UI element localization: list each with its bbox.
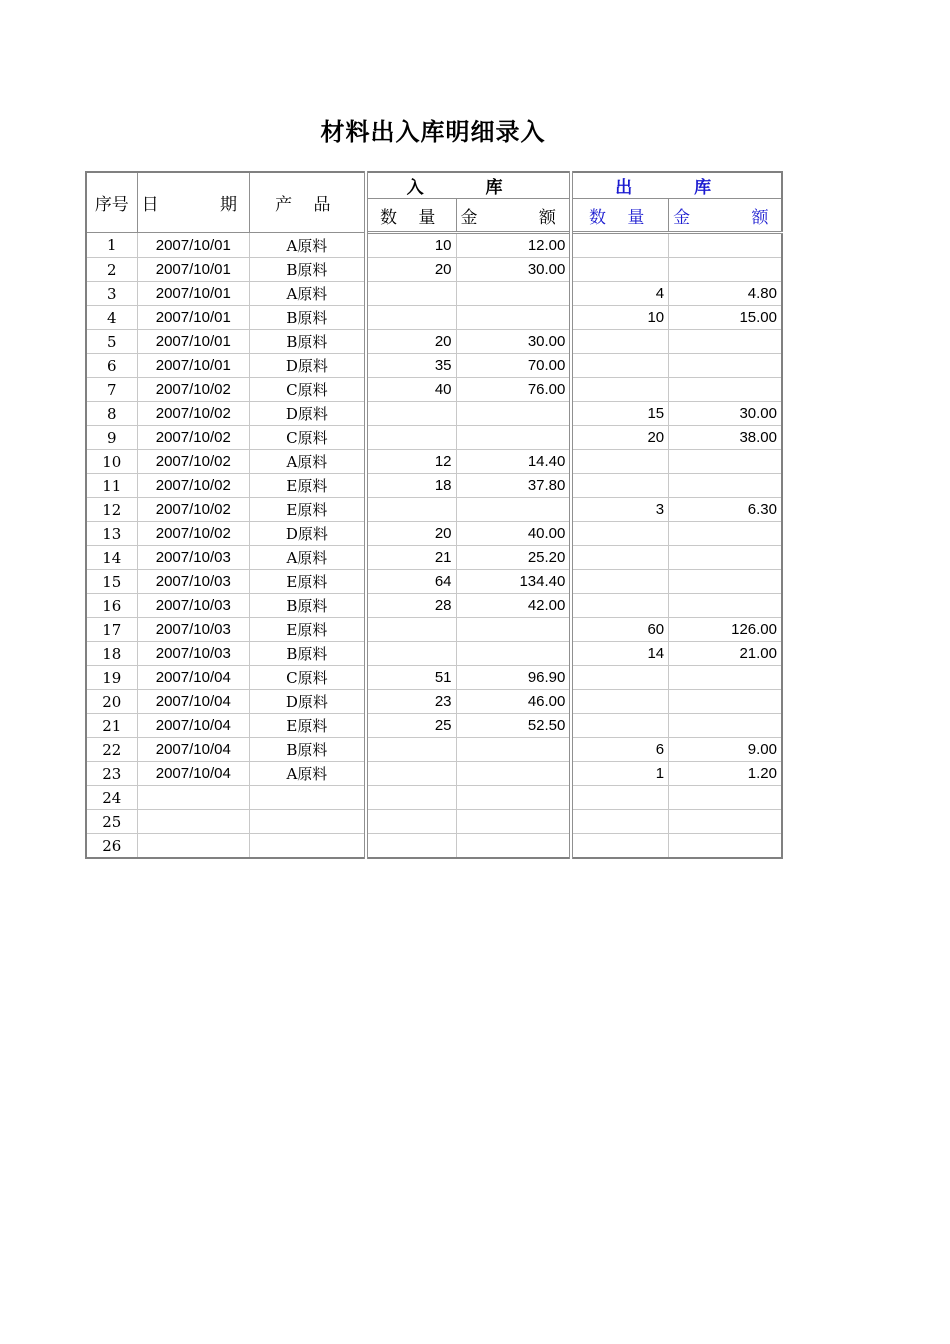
table-row bbox=[86, 762, 782, 786]
table-row bbox=[86, 258, 782, 282]
header-out-amount: 金 额 bbox=[669, 199, 782, 233]
header-group-in: 入 库 bbox=[366, 172, 572, 199]
cell-out-qty[interactable] bbox=[571, 570, 668, 594]
cell-seq[interactable]: 19 bbox=[86, 666, 137, 690]
cell-out-qty[interactable]: 60 bbox=[571, 618, 668, 642]
cell-in-qty[interactable]: 51 bbox=[366, 666, 456, 690]
cell-date[interactable]: 2007/10/02 bbox=[137, 498, 249, 522]
cell-out-qty[interactable]: 20 bbox=[571, 426, 668, 450]
cell-out-qty[interactable] bbox=[571, 666, 668, 690]
cell-in-amount[interactable]: 134.40 bbox=[456, 570, 571, 594]
table-row bbox=[86, 642, 782, 666]
cell-product[interactable]: E原料 bbox=[249, 570, 365, 594]
cell-out-amount[interactable] bbox=[669, 546, 782, 570]
cell-out-amount[interactable] bbox=[669, 258, 782, 282]
cell-in-qty[interactable] bbox=[366, 402, 456, 426]
cell-in-qty[interactable]: 25 bbox=[366, 714, 456, 738]
cell-out-qty[interactable] bbox=[571, 474, 668, 498]
cell-product[interactable]: A原料 bbox=[249, 450, 365, 474]
cell-out-qty[interactable] bbox=[571, 233, 668, 258]
cell-out-amount[interactable] bbox=[669, 450, 782, 474]
table-row bbox=[86, 233, 782, 258]
header-in-qty: 数 量 bbox=[366, 199, 456, 233]
cell-in-qty[interactable] bbox=[366, 306, 456, 330]
cell-out-qty[interactable] bbox=[571, 330, 668, 354]
cell-product[interactable]: D原料 bbox=[249, 354, 365, 378]
cell-out-amount[interactable]: 126.00 bbox=[669, 618, 782, 642]
ledger-body bbox=[86, 233, 782, 859]
table-row bbox=[86, 834, 782, 859]
table-row bbox=[86, 354, 782, 378]
cell-date[interactable]: 2007/10/04 bbox=[137, 666, 249, 690]
header-out-qty: 数 量 bbox=[571, 199, 668, 233]
cell-in-amount[interactable]: 52.50 bbox=[456, 714, 571, 738]
cell-in-qty[interactable]: 64 bbox=[366, 570, 456, 594]
cell-out-amount[interactable] bbox=[669, 354, 782, 378]
table-row bbox=[86, 690, 782, 714]
cell-date[interactable]: 2007/10/02 bbox=[137, 426, 249, 450]
cell-seq[interactable]: 8 bbox=[86, 402, 137, 426]
cell-seq[interactable]: 12 bbox=[86, 498, 137, 522]
cell-in-qty[interactable]: 40 bbox=[366, 378, 456, 402]
cell-in-amount[interactable]: 76.00 bbox=[456, 378, 571, 402]
cell-in-amount[interactable]: 46.00 bbox=[456, 690, 571, 714]
cell-date[interactable]: 2007/10/03 bbox=[137, 546, 249, 570]
cell-in-amount[interactable] bbox=[456, 426, 571, 450]
table-row bbox=[86, 714, 782, 738]
cell-product[interactable]: E原料 bbox=[249, 714, 365, 738]
cell-out-qty[interactable] bbox=[571, 546, 668, 570]
cell-seq[interactable]: 4 bbox=[86, 306, 137, 330]
cell-product[interactable]: B原料 bbox=[249, 642, 365, 666]
cell-out-qty[interactable] bbox=[571, 594, 668, 618]
header-in-amount: 金 额 bbox=[456, 199, 571, 233]
table-row bbox=[86, 570, 782, 594]
cell-in-amount[interactable] bbox=[456, 306, 571, 330]
cell-product[interactable]: B原料 bbox=[249, 594, 365, 618]
cell-out-amount[interactable] bbox=[669, 690, 782, 714]
cell-out-amount[interactable] bbox=[669, 522, 782, 546]
cell-seq[interactable]: 14 bbox=[86, 546, 137, 570]
cell-out-amount[interactable] bbox=[669, 378, 782, 402]
cell-date[interactable]: 2007/10/01 bbox=[137, 233, 249, 258]
cell-date[interactable] bbox=[137, 834, 249, 859]
cell-in-qty[interactable]: 18 bbox=[366, 474, 456, 498]
header-date: 日 期 bbox=[137, 172, 249, 233]
cell-out-amount[interactable]: 9.00 bbox=[669, 738, 782, 762]
cell-out-amount[interactable] bbox=[669, 233, 782, 258]
cell-in-amount[interactable] bbox=[456, 402, 571, 426]
cell-date[interactable]: 2007/10/01 bbox=[137, 354, 249, 378]
cell-out-amount[interactable] bbox=[669, 330, 782, 354]
cell-out-qty[interactable]: 15 bbox=[571, 402, 668, 426]
cell-in-amount[interactable] bbox=[456, 834, 571, 859]
cell-product[interactable] bbox=[249, 786, 365, 810]
cell-seq[interactable]: 3 bbox=[86, 282, 137, 306]
cell-date[interactable]: 2007/10/01 bbox=[137, 258, 249, 282]
table-row bbox=[86, 810, 782, 834]
cell-in-amount[interactable]: 14.40 bbox=[456, 450, 571, 474]
cell-out-qty[interactable] bbox=[571, 786, 668, 810]
cell-seq[interactable]: 20 bbox=[86, 690, 137, 714]
cell-seq[interactable]: 21 bbox=[86, 714, 137, 738]
cell-out-amount[interactable] bbox=[669, 810, 782, 834]
cell-in-amount[interactable]: 25.20 bbox=[456, 546, 571, 570]
cell-seq[interactable]: 15 bbox=[86, 570, 137, 594]
cell-date[interactable]: 2007/10/02 bbox=[137, 474, 249, 498]
table-row bbox=[86, 594, 782, 618]
cell-in-qty[interactable] bbox=[366, 618, 456, 642]
cell-product[interactable]: E原料 bbox=[249, 498, 365, 522]
cell-out-qty[interactable]: 4 bbox=[571, 282, 668, 306]
cell-in-qty[interactable] bbox=[366, 738, 456, 762]
cell-seq[interactable]: 18 bbox=[86, 642, 137, 666]
cell-product[interactable]: A原料 bbox=[249, 546, 365, 570]
cell-date[interactable] bbox=[137, 786, 249, 810]
cell-in-qty[interactable] bbox=[366, 786, 456, 810]
cell-in-qty[interactable]: 12 bbox=[366, 450, 456, 474]
cell-out-qty[interactable]: 6 bbox=[571, 738, 668, 762]
cell-seq[interactable]: 2 bbox=[86, 258, 137, 282]
cell-seq[interactable]: 17 bbox=[86, 618, 137, 642]
cell-in-qty[interactable] bbox=[366, 426, 456, 450]
cell-in-amount[interactable]: 96.90 bbox=[456, 666, 571, 690]
cell-out-qty[interactable] bbox=[571, 378, 668, 402]
cell-seq[interactable]: 10 bbox=[86, 450, 137, 474]
cell-seq[interactable]: 7 bbox=[86, 378, 137, 402]
cell-product[interactable]: C原料 bbox=[249, 378, 365, 402]
cell-in-amount[interactable]: 12.00 bbox=[456, 233, 571, 258]
cell-date[interactable]: 2007/10/03 bbox=[137, 570, 249, 594]
cell-in-qty[interactable]: 28 bbox=[366, 594, 456, 618]
cell-out-amount[interactable]: 30.00 bbox=[669, 402, 782, 426]
cell-in-amount[interactable]: 37.80 bbox=[456, 474, 571, 498]
cell-in-amount[interactable] bbox=[456, 618, 571, 642]
inventory-ledger-table bbox=[85, 171, 797, 859]
table-row bbox=[86, 498, 782, 522]
cell-in-qty[interactable]: 20 bbox=[366, 258, 456, 282]
table-row bbox=[86, 474, 782, 498]
cell-product[interactable]: D原料 bbox=[249, 690, 365, 714]
cell-in-amount[interactable]: 70.00 bbox=[456, 354, 571, 378]
cell-product[interactable]: B原料 bbox=[249, 330, 365, 354]
cell-date[interactable]: 2007/10/02 bbox=[137, 378, 249, 402]
cell-product[interactable]: B原料 bbox=[249, 306, 365, 330]
table-row bbox=[86, 330, 782, 354]
cell-date[interactable]: 2007/10/04 bbox=[137, 690, 249, 714]
cell-date[interactable]: 2007/10/03 bbox=[137, 594, 249, 618]
cell-date[interactable]: 2007/10/02 bbox=[137, 522, 249, 546]
cell-in-qty[interactable]: 20 bbox=[366, 522, 456, 546]
cell-out-qty[interactable] bbox=[571, 690, 668, 714]
table-row bbox=[86, 546, 782, 570]
cell-in-amount[interactable] bbox=[456, 642, 571, 666]
cell-out-amount[interactable]: 15.00 bbox=[669, 306, 782, 330]
cell-out-amount[interactable]: 1.20 bbox=[669, 762, 782, 786]
cell-date[interactable]: 2007/10/04 bbox=[137, 738, 249, 762]
cell-out-amount[interactable] bbox=[669, 474, 782, 498]
cell-in-qty[interactable] bbox=[366, 762, 456, 786]
cell-date[interactable]: 2007/10/04 bbox=[137, 762, 249, 786]
cell-in-amount[interactable] bbox=[456, 738, 571, 762]
cell-in-amount[interactable]: 40.00 bbox=[456, 522, 571, 546]
table-row bbox=[86, 402, 782, 426]
cell-in-qty[interactable]: 35 bbox=[366, 354, 456, 378]
table-row bbox=[86, 786, 782, 810]
cell-date[interactable]: 2007/10/01 bbox=[137, 330, 249, 354]
cell-out-qty[interactable]: 1 bbox=[571, 762, 668, 786]
cell-product[interactable]: C原料 bbox=[249, 426, 365, 450]
cell-in-qty[interactable] bbox=[366, 498, 456, 522]
cell-in-qty[interactable] bbox=[366, 282, 456, 306]
cell-in-amount[interactable] bbox=[456, 498, 571, 522]
cell-out-amount[interactable] bbox=[669, 786, 782, 810]
cell-out-amount[interactable]: 6.30 bbox=[669, 498, 782, 522]
cell-in-qty[interactable]: 21 bbox=[366, 546, 456, 570]
cell-seq[interactable]: 24 bbox=[86, 786, 137, 810]
cell-in-amount[interactable] bbox=[456, 810, 571, 834]
cell-out-qty[interactable] bbox=[571, 834, 668, 859]
cell-out-amount[interactable] bbox=[669, 714, 782, 738]
cell-seq[interactable]: 11 bbox=[86, 474, 137, 498]
table-row bbox=[86, 282, 782, 306]
header-seq: 序号 bbox=[86, 172, 137, 233]
cell-product[interactable]: A原料 bbox=[249, 233, 365, 258]
cell-seq[interactable]: 25 bbox=[86, 810, 137, 834]
cell-date[interactable]: 2007/10/02 bbox=[137, 450, 249, 474]
cell-out-qty[interactable]: 10 bbox=[571, 306, 668, 330]
header-group-out: 出 库 bbox=[571, 172, 782, 199]
cell-date[interactable]: 2007/10/01 bbox=[137, 306, 249, 330]
cell-in-amount[interactable]: 30.00 bbox=[456, 330, 571, 354]
cell-out-qty[interactable] bbox=[571, 810, 668, 834]
header-product: 产 品 bbox=[249, 172, 365, 233]
cell-in-qty[interactable]: 20 bbox=[366, 330, 456, 354]
table-row bbox=[86, 522, 782, 546]
cell-date[interactable]: 2007/10/01 bbox=[137, 282, 249, 306]
cell-seq[interactable]: 22 bbox=[86, 738, 137, 762]
cell-seq[interactable]: 6 bbox=[86, 354, 137, 378]
cell-product[interactable]: E原料 bbox=[249, 618, 365, 642]
cell-in-amount[interactable] bbox=[456, 282, 571, 306]
cell-out-amount[interactable]: 38.00 bbox=[669, 426, 782, 450]
cell-date[interactable]: 2007/10/03 bbox=[137, 618, 249, 642]
cell-in-amount[interactable]: 42.00 bbox=[456, 594, 571, 618]
cell-in-qty[interactable] bbox=[366, 834, 456, 859]
cell-product[interactable] bbox=[249, 834, 365, 859]
cell-out-amount[interactable] bbox=[669, 594, 782, 618]
cell-seq[interactable]: 16 bbox=[86, 594, 137, 618]
cell-out-qty[interactable] bbox=[571, 258, 668, 282]
cell-out-qty[interactable]: 3 bbox=[571, 498, 668, 522]
cell-seq[interactable]: 1 bbox=[86, 233, 137, 258]
cell-product[interactable]: A原料 bbox=[249, 282, 365, 306]
cell-product[interactable] bbox=[249, 810, 365, 834]
cell-out-amount[interactable] bbox=[669, 666, 782, 690]
cell-in-qty[interactable] bbox=[366, 642, 456, 666]
cell-out-amount[interactable]: 21.00 bbox=[669, 642, 782, 666]
cell-in-amount[interactable] bbox=[456, 786, 571, 810]
cell-product[interactable]: D原料 bbox=[249, 402, 365, 426]
table-row bbox=[86, 450, 782, 474]
cell-out-qty[interactable] bbox=[571, 522, 668, 546]
cell-out-qty[interactable]: 14 bbox=[571, 642, 668, 666]
page-title: 材料出入库明细录入 bbox=[320, 118, 546, 146]
table-row bbox=[86, 738, 782, 762]
cell-out-qty[interactable] bbox=[571, 714, 668, 738]
cell-out-qty[interactable] bbox=[571, 450, 668, 474]
table-row bbox=[86, 306, 782, 330]
cell-product[interactable]: D原料 bbox=[249, 522, 365, 546]
cell-seq[interactable]: 5 bbox=[86, 330, 137, 354]
cell-seq[interactable]: 9 bbox=[86, 426, 137, 450]
cell-seq[interactable]: 26 bbox=[86, 834, 137, 859]
cell-out-amount[interactable] bbox=[669, 834, 782, 859]
cell-in-qty[interactable]: 23 bbox=[366, 690, 456, 714]
cell-in-amount[interactable]: 30.00 bbox=[456, 258, 571, 282]
cell-date[interactable]: 2007/10/02 bbox=[137, 402, 249, 426]
cell-in-amount[interactable] bbox=[456, 762, 571, 786]
cell-seq[interactable]: 13 bbox=[86, 522, 137, 546]
table-row bbox=[86, 378, 782, 402]
cell-out-qty[interactable] bbox=[571, 354, 668, 378]
cell-date[interactable]: 2007/10/03 bbox=[137, 642, 249, 666]
cell-product[interactable]: C原料 bbox=[249, 666, 365, 690]
cell-date[interactable]: 2007/10/04 bbox=[137, 714, 249, 738]
cell-out-amount[interactable]: 4.80 bbox=[669, 282, 782, 306]
table-row bbox=[86, 666, 782, 690]
cell-in-qty[interactable] bbox=[366, 810, 456, 834]
cell-in-qty[interactable]: 10 bbox=[366, 233, 456, 258]
cell-seq[interactable]: 23 bbox=[86, 762, 137, 786]
cell-product[interactable]: E原料 bbox=[249, 474, 365, 498]
table-row bbox=[86, 426, 782, 450]
cell-out-amount[interactable] bbox=[669, 570, 782, 594]
cell-product[interactable]: A原料 bbox=[249, 762, 365, 786]
cell-product[interactable]: B原料 bbox=[249, 258, 365, 282]
cell-product[interactable]: B原料 bbox=[249, 738, 365, 762]
table-row bbox=[86, 618, 782, 642]
cell-date[interactable] bbox=[137, 810, 249, 834]
